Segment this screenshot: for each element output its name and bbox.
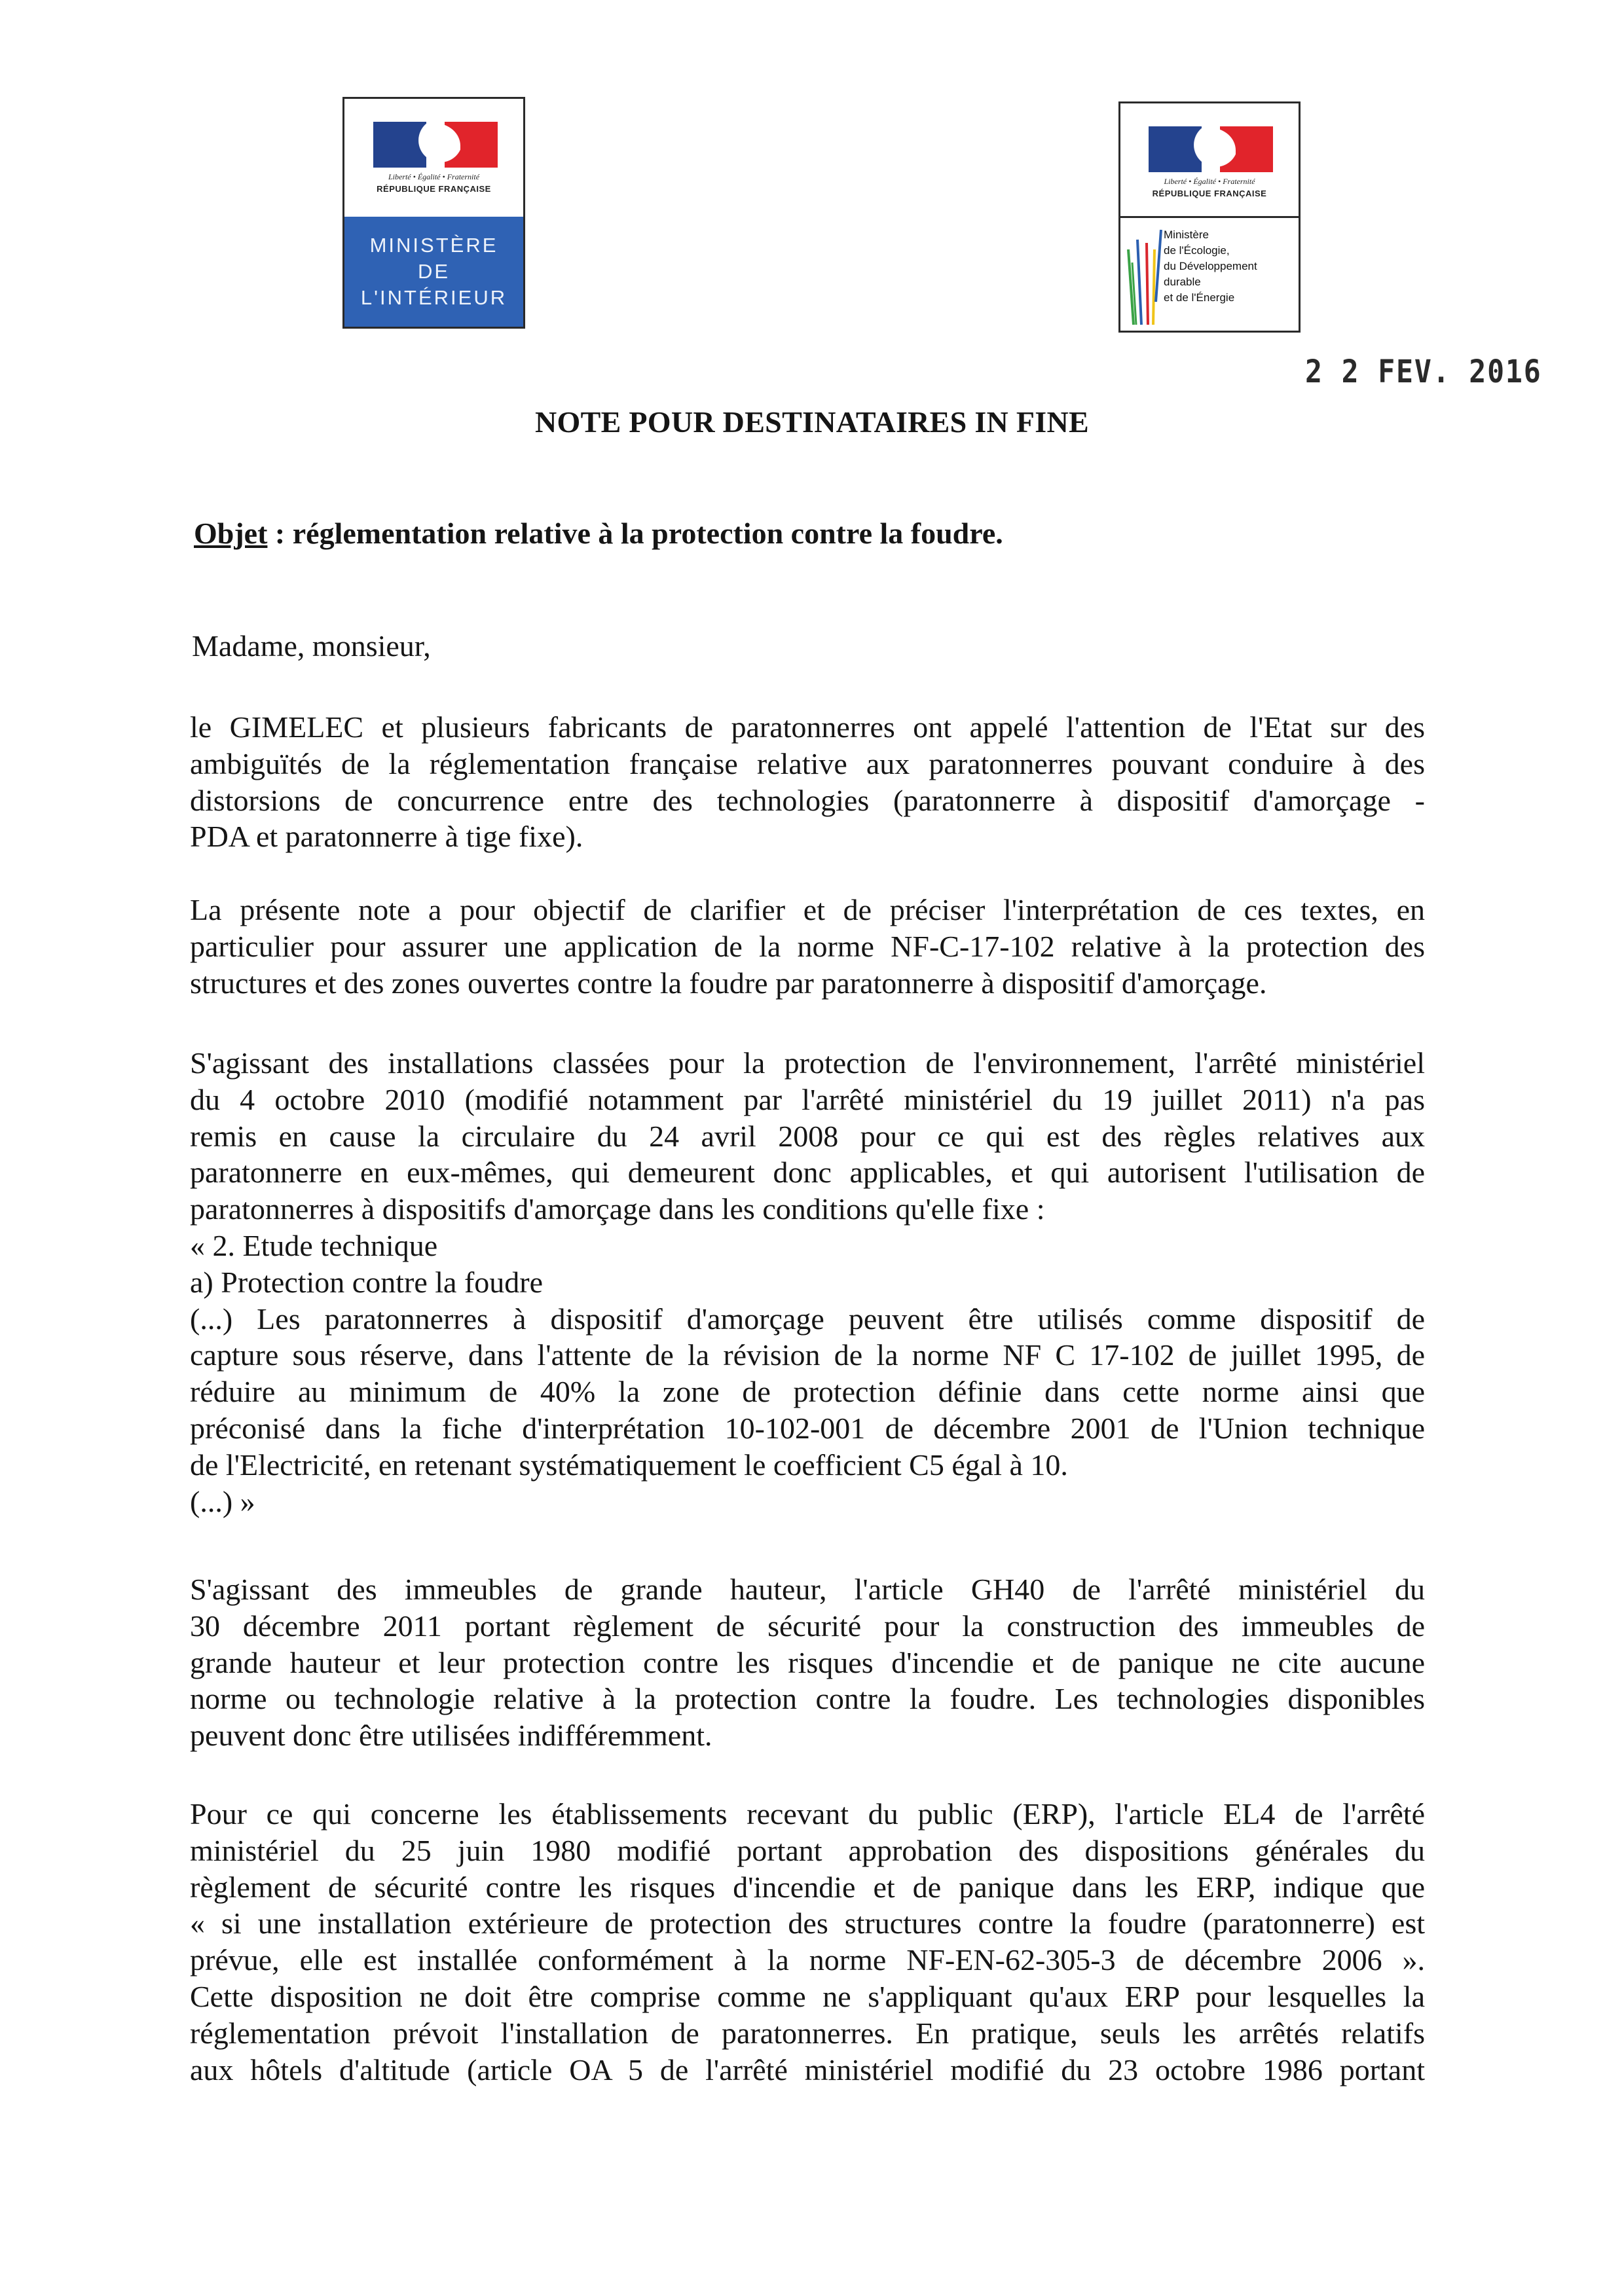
ministry-line: L'INTÉRIEUR [360,286,507,309]
text-line: PDA et paratonnerre à tige fixe). [190,820,583,854]
paragraph-gimelec [190,709,1425,855]
ministry-line: du Développement [1164,260,1257,272]
text-line: réglementation prévoit l'installation de paratonnerres. En pratique, seuls les arrêtés relatifs [190,2016,1425,2050]
text-line: « 2. Etude technique [190,1228,438,1262]
text-line: du 4 octobre 2010 (modifié notamment par l'arrêté ministériel du 19 juillet 2011) n'a pas [190,1082,1425,1116]
ministry-line: DE [417,260,451,283]
objet-label: Objet [194,517,268,550]
document-title: NOTE POUR DESTINATAIRES IN FINE [535,405,1089,439]
devise-text: Liberté • Égalité • Fraternité [388,172,480,181]
text-line: peuvent donc être utilisées indifféremment. [190,1719,712,1753]
text-line: de l'Electricité, en retenant systématiquement le coefficient C5 égal à 10. [190,1448,1068,1482]
text-line: prévue, elle est installée conformément à la norme NF-EN-62-305-3 de décembre 2006 ». [190,1943,1425,1977]
text-line: La présente note a pour objectif de clarifier et de préciser l'interprétation de ces textes, en [190,893,1425,926]
ministere-interieur-logo [342,97,525,329]
marianne-flag-icon [1149,126,1273,172]
text-line: norme ou technologie relative à la protection contre la foudre. Les technologies disponibles [190,1682,1425,1716]
ministere-interieur-band [344,217,523,327]
ministry-line: Ministère [1164,228,1209,241]
ministry-line: durable [1164,276,1201,288]
text-line: règlement de sécurité contre les risques d'incendie et de panique dans les ERP, indique que [190,1870,1425,1904]
paragraph-objectif [190,892,1425,1001]
text-line: distorsions de concurrence entre des technologies (paratonnerre à dispositif d'amorçage - [190,783,1425,817]
text-line: particulier pour assurer une application de la norme NF-C-17-102 relative à la protection des [190,929,1425,963]
paragraph-erp [190,1796,1425,2088]
ministry-line: MINISTÈRE [369,234,498,257]
ministere-ecologie-band [1120,216,1299,331]
paragraph-igh [190,1571,1425,1754]
objet-line [194,516,1003,551]
ministry-line: et de l'Énergie [1164,291,1235,304]
text-line: grande hauteur et leur protection contre les risques d'incendie et de panique ne cite aucune [190,1645,1425,1679]
text-line: a) Protection contre la foudre [190,1265,543,1299]
ecologie-stripes-icon [1124,223,1164,325]
republique-francaise-text: RÉPUBLIQUE FRANÇAISE [1152,189,1267,198]
text-line: remis en cause la circulaire du 24 avril 2008 pour ce qui est des règles relatives aux [190,1119,1425,1153]
text-line: réduire au minimum de 40% la zone de protection définie dans cette norme ainsi que [190,1375,1425,1409]
text-line: paratonnerres à dispositifs d'amorçage dans les conditions qu'elle fixe : [190,1192,1045,1226]
text-line: Pour ce qui concerne les établissements recevant du public (ERP), l'article EL4 de l'arrêté [190,1797,1425,1831]
salutation: Madame, monsieur, [192,629,431,663]
objet-text: : réglementation relative à la protection contre la foudre. [267,517,1003,550]
text-line: 30 décembre 2011 portant règlement de sécurité pour la construction des immeubles de [190,1609,1425,1643]
text-line: structures et des zones ouvertes contre la foudre par paratonnerre à dispositif d'amorçage. [190,966,1267,1000]
ministry-line: de l'Écologie, [1164,244,1230,257]
date-stamp: 2 2 FEV. 2016 [1305,354,1542,390]
text-line: préconisé dans la fiche d'interprétation 10-102-001 de décembre 2001 de l'Union technique [190,1411,1425,1445]
text-line: S'agissant des installations classées pour la protection de l'environnement, l'arrêté ministériel [190,1046,1425,1080]
ministere-ecologie-logo [1118,101,1301,333]
devise-text: Liberté • Égalité • Fraternité [1164,177,1255,186]
paragraph-icpe [190,1045,1425,1520]
marianne-flag-icon [373,122,498,168]
republique-francaise-text: RÉPUBLIQUE FRANÇAISE [377,184,491,194]
ministry-name-text [1164,227,1257,306]
text-line: ambiguïtés de la réglementation française relative aux paratonnerres pouvant conduire à des [190,746,1425,780]
text-line: « si une installation extérieure de protection des structures contre la foudre (paratonnerre) est [190,1906,1425,1941]
text-line: (...) » [190,1484,255,1518]
text-line: aux hôtels d'altitude (article OA 5 de l'arrêté ministériel modifié du 23 octobre 1986 portant [190,2052,1425,2086]
text-line: S'agissant des immeubles de grande hauteur, l'article GH40 de l'arrêté ministériel du [190,1573,1425,1606]
text-line: paratonnerre en eux-mêmes, qui demeurent donc applicables, et qui autorisent l'utilisation de [190,1156,1425,1190]
text-line: Cette disposition ne doit être comprise comme ne s'appliquant qu'aux ERP pour lesquelles la [190,1979,1425,2013]
text-line: (...) Les paratonnerres à dispositif d'amorçage peuvent être utilisés comme dispositif de [190,1302,1425,1336]
text-line: capture sous réserve, dans l'attente de la révision de la norme NF C 17-102 de juillet 1995, de [190,1338,1425,1372]
text-line: ministériel du 25 juin 1980 modifié portant approbation des dispositions générales du [190,1833,1425,1867]
text-line: le GIMELEC et plusieurs fabricants de paratonnerres ont appelé l'attention de l'Etat sur des [190,710,1425,744]
